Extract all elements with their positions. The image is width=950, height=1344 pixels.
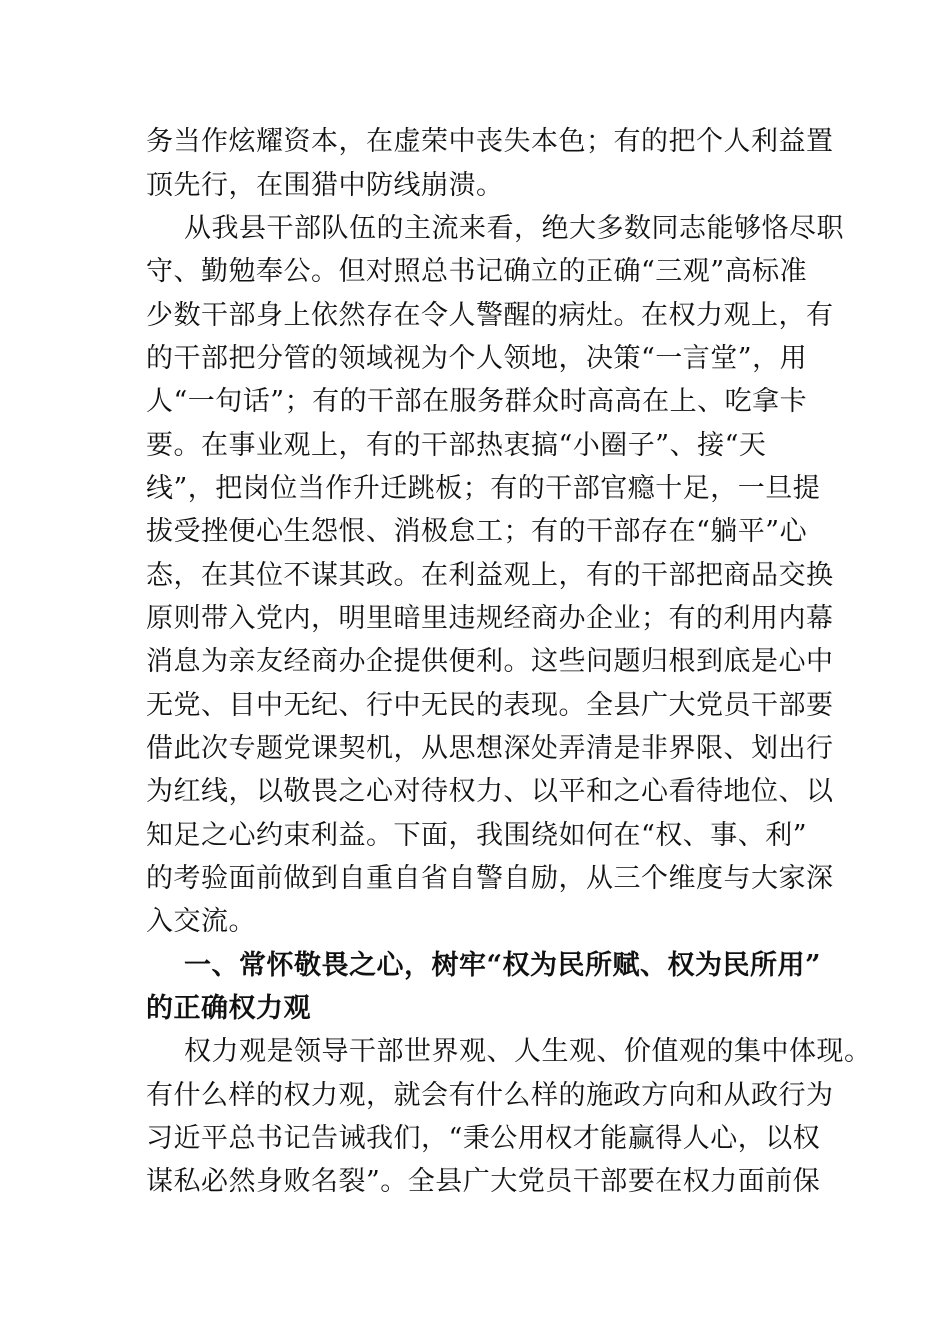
text-line: 习近平总书记告诫我们，“秉公用权才能赢得人心，以权 bbox=[146, 1123, 821, 1154]
text-line: 少数干部身上依然存在令人警醒的病灶。在权力观上，有 bbox=[146, 300, 834, 331]
text-line: 知足之心约束利益。下面，我围绕如何在“权、事、利” bbox=[146, 820, 808, 851]
text-line: 权力观是领导干部世界观、人生观、价值观的集中体现。 bbox=[184, 1036, 872, 1067]
text-line: 要。在事业观上，有的干部热衷搞“小圈子”、接“天 bbox=[146, 430, 767, 461]
text-line: 守、勤勉奉公。但对照总书记确立的正确“三观”高标准 bbox=[146, 256, 808, 287]
section-heading: 的正确权力观 bbox=[146, 993, 311, 1024]
text-line: 顶先行，在围猎中防线崩溃。 bbox=[146, 170, 504, 201]
text-line: 谋私必然身败名裂”。全县广大党员干部要在权力面前保 bbox=[146, 1166, 821, 1197]
text-line: 从我县干部队伍的主流来看，绝大多数同志能够恪尽职 bbox=[184, 213, 844, 244]
text-line: 的干部把分管的领域视为个人领地，决策“一言堂”，用 bbox=[146, 343, 808, 374]
text-line: 务当作炫耀资本，在虚荣中丧失本色；有的把个人利益置 bbox=[146, 126, 834, 157]
text-line: 线”，把岗位当作升迁跳板；有的干部官瘾十足，一旦提 bbox=[146, 473, 821, 504]
text-line: 无党、目中无纪、行中无民的表现。全县广大党员干部要 bbox=[146, 690, 834, 721]
text-line: 有什么样的权力观，就会有什么样的施政方向和从政行为 bbox=[146, 1080, 834, 1111]
text-line: 入交流。 bbox=[146, 906, 256, 937]
text-line: 拔受挫便心生怨恨、消极怠工；有的干部存在“躺平”心 bbox=[146, 516, 808, 547]
text-line: 消息为亲友经商办企提供便利。这些问题归根到底是心中 bbox=[146, 646, 834, 677]
text-line: 借此次专题党课契机，从思想深处弄清是非界限、划出行 bbox=[146, 733, 834, 764]
text-line: 的考验面前做到自重自省自警自励，从三个维度与大家深 bbox=[146, 863, 834, 894]
text-line: 为红线，以敬畏之心对待权力、以平和之心看待地位、以 bbox=[146, 776, 834, 807]
text-line: 人“一句话”；有的干部在服务群众时高高在上、吃拿卡 bbox=[146, 386, 808, 417]
text-line: 原则带入党内，明里暗里违规经商办企业；有的利用内幕 bbox=[146, 603, 834, 634]
text-line: 态，在其位不谋其政。在利益观上，有的干部把商品交换 bbox=[146, 560, 834, 591]
section-heading: 一、常怀敬畏之心，树牢“权为民所赋、权为民所用” bbox=[184, 950, 822, 981]
